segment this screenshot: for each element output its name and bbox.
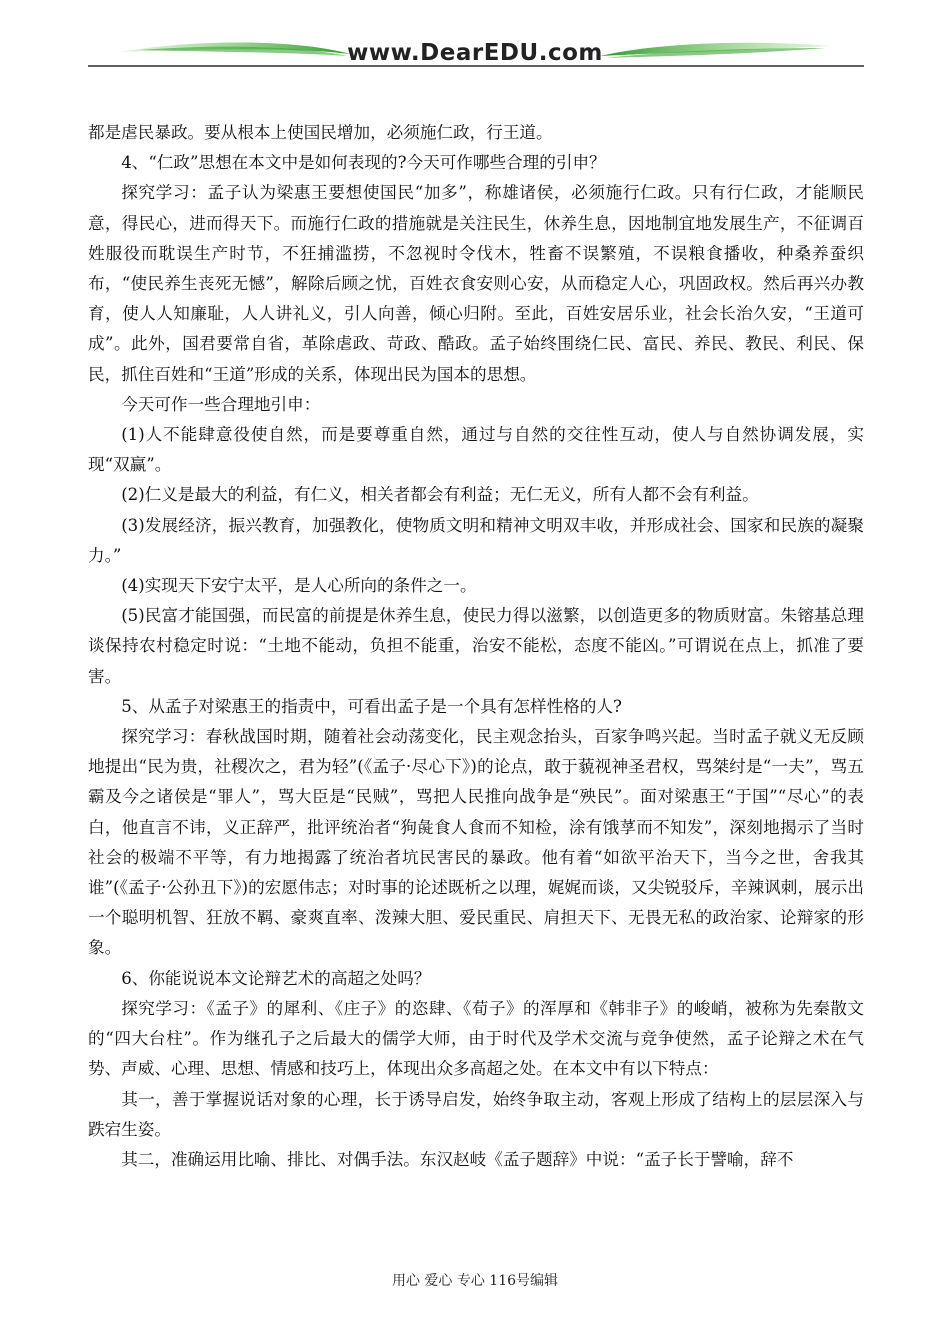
page-header [0,0,950,80]
site-logo-text: www.DearEDU.com [347,40,603,66]
page-footer: 用心 爱心 专心 116号编辑 [391,1273,559,1289]
body-paragraph: 探究学习：春秋战国时期，随着社会动荡变化，民主观念抬头，百家争鸣兴起。当时孟子就义无反顾地提出“民为贵，社稷次之，君为轻”(《孟子·尽心下》)的论点，敢于藐视神圣君权，骂桀纣是“一夫”，骂五霸及今之诸侯是“罪人”，骂大臣是“民贼”，骂把人民推向战争是“殃民”。面对梁惠王“于国”“尽心”的表白，他直言不讳，义正辞严，批评统治者“狗彘食人食而不知检，涂有饿莩而不知发”，深刻地揭示了当时社会的极端不平等，有力地揭露了统治者坑民害民的暴政。他有着“如欲平治天下，当今之世，舍我其谁”(《孟子·公孙丑下》)的宏愿伟志；对时事的论述既析之以理，娓娓而谈，又尖锐驳斥，辛辣讽刺，展示出一个聪明机智、狂放不羁、豪爽直率、泼辣大胆、爱民重民、肩担天下、无畏无私的政治家、论辩家的形象。 [88,727,864,958]
document-body [88,118,864,1175]
body-paragraph: 5、从孟子对梁惠王的指责中，可看出孟子是一个具有怎样性格的人? [121,696,622,716]
body-paragraph: 其一，善于掌握说话对象的心理，长于诱导启发，始终争取主动，客观上形成了结构上的层层深入与跌宕生姿。 [88,1089,864,1139]
body-paragraph: (1)人不能肆意役使自然，而是要尊重自然，通过与自然的交往性互动，使人与自然协调发展，实现“双赢”。 [88,425,864,475]
body-paragraph: 探究学习：《孟子》的犀利、《庄子》的恣肆、《荀子》的浑厚和《韩非子》的峻峭，被称为先秦散文的“四大台柱”。作为继孔子之后最大的儒学大师，由于时代及学术交流与竞争使然，孟子论辩之术在气势、声威、心理、思想、情感和技巧上，体现出众多高超之处。在本文中有以下特点： [88,998,864,1079]
body-paragraph: (3)发展经济，振兴教育，加强教化，使物质文明和精神文明双丰收，并形成社会、国家和民族的凝聚力。” [88,515,864,565]
body-paragraph: 4、“仁政”思想在本文中是如何表现的?今天可作哪些合理的引申？ [121,153,606,173]
body-paragraph: 其二，准确运用比喻、排比、对偶手法。东汉赵岐《孟子题辞》中说：“孟子长于譬喻，辞不 [121,1149,794,1169]
body-paragraph: (4)实现天下安宁太平，是人心所向的条件之一。 [121,576,477,596]
body-paragraph: (5)民富才能国强，而民富的前提是休养生息，使民力得以滋繁，以创造更多的物质财富。朱镕基总理谈保持农村稳定时说：“土地不能动，负担不能重，治安不能松，态度不能凶。”可谓说在点上，抓准了要害。 [88,606,864,686]
body-paragraph: 都是虐民暴政。要从根本上使国民增加，必须施仁政，行王道。 [88,123,553,142]
body-paragraph: (2)仁义是最大的利益，有仁义，相关者都会有利益；无仁无义，所有人都不会有利益。 [121,485,759,505]
body-paragraph: 今天可作一些合理地引申： [121,394,321,414]
body-paragraph: 探究学习：孟子认为梁惠王要想使国民“加多”，称雄诸侯，必须施行仁政。只有行仁政，才能顺民意，得民心，进而得天下。而施行仁政的措施就是关注民生，休养生息，因地制宜地发展生产，不征调百姓服役而耽误生产时节，不狂捕滥捞，不忽视时令伐木，牲畜不误繁殖，不误粮食播收，种桑养蚕织布，“使民养生丧死无憾”，解除后顾之忧，百姓衣食安则心安，从而稳定人心，巩固政权。然后再兴办教育，使人人知廉耻，人人讲礼义，引人向善，倾心归附。至此，百姓安居乐业，社会长治久安，“王道可成”。此外，国君要常自省，革除虐政、苛政、酷政。孟子始终围绕仁民、富民、养民、教民、利民、保民，抓住百姓和“王道”形成的关系，体现出民为国本的思想。 [88,183,864,384]
body-paragraph: 6、你能说说本文论辩艺术的高超之处吗？ [121,968,431,988]
